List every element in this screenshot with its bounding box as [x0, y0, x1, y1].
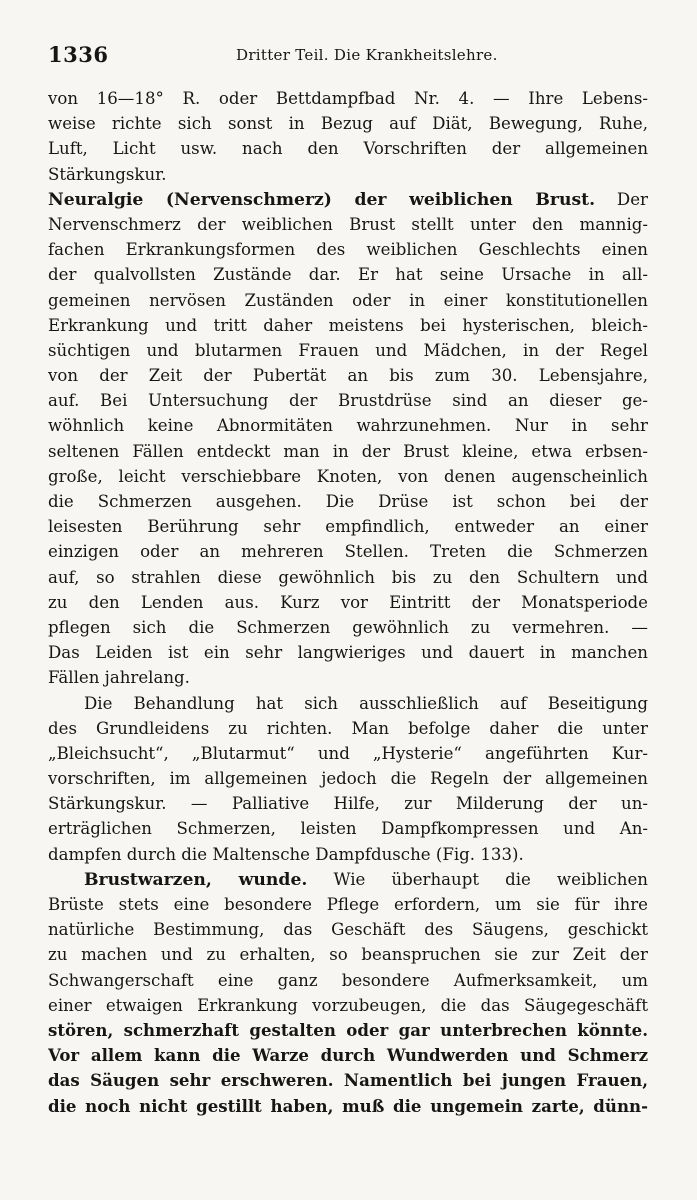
line-text: das Säugen sehr erschweren. Namentlich bei jungen Frauen, [48, 1070, 648, 1091]
line-text: große, leicht verschiebbare Knoten, von denen augenscheinlich [48, 466, 648, 486]
line-text: Luft, Licht usw. nach den Vorschriften der allgemeinen [48, 139, 648, 159]
line-text: wöhnlich keine Abnormitäten wahrzunehmen. Nur in sehr [48, 416, 648, 436]
line-text: Erkrankung und tritt daher meistens bei hysterischen, bleich- [48, 315, 648, 335]
section-heading: Neuralgie (Nervenschmerz) der weiblichen Brust. [48, 189, 596, 210]
line-text: einzigen oder an mehreren Stellen. Treten die Schmerzen [48, 542, 648, 562]
text-line [48, 842, 648, 867]
line-text: Stärkungskur. [48, 164, 167, 184]
line-text: gemeinen nervösen Zuständen oder in einer konstitutionellen [48, 290, 648, 310]
text-line [48, 590, 648, 615]
line-text: Der [595, 189, 648, 209]
text-line [48, 1043, 648, 1068]
line-text: weise richte sich sonst in Bezug auf Diät, Bewegung, Ruhe, [48, 114, 648, 134]
line-text: Vor allem kann die Warze durch Wundwerden und Schmerz [48, 1045, 648, 1066]
line-text: Das Leiden ist ein sehr langwieriges und dauert in manchen [48, 643, 648, 663]
text-line [48, 111, 648, 136]
text-line [48, 691, 648, 716]
text-line [48, 716, 648, 741]
text-line [48, 136, 648, 161]
line-text: süchtigen und blutarmen Frauen und Mädchen, in der Regel [48, 340, 648, 360]
running-title: Dritter Teil. Die Krankheitslehre. [236, 46, 498, 64]
text-line [48, 388, 648, 413]
line-text: von 16—18° R. oder Bettdampfbad Nr. 4. — Ihre Lebens- [48, 89, 648, 108]
text-line [48, 615, 648, 640]
text-line [48, 766, 648, 791]
text-line [48, 968, 648, 993]
text-line [48, 993, 648, 1018]
line-text: der qualvollsten Zustände dar. Er hat seine Ursache in all- [48, 265, 648, 285]
line-text: fachen Erkrankungsformen des weiblichen Geschlechts einen [48, 240, 648, 260]
text-line [48, 867, 648, 892]
line-text: pflegen sich die Schmerzen gewöhnlich zu vermehren. — [48, 617, 648, 637]
text-line [48, 162, 648, 187]
line-text: erträglichen Schmerzen, leisten Dampfkompressen und An- [48, 819, 648, 839]
text-line [48, 640, 648, 665]
line-text: die noch nicht gestillt haben, muß die ungemein zarte, dünn- [48, 1095, 648, 1116]
text-line [48, 565, 648, 590]
line-text: „Bleichsucht“, „Blutarmut“ und „Hysterie“ angeführten Kur- [48, 743, 648, 763]
line-text: Die Behandlung hat sich ausschließlich auf Beseitigung [84, 693, 648, 713]
line-text: auf. Bei Untersuchung der Brustdrüse sind an dieser ge- [48, 391, 648, 411]
line-text: des Grundleidens zu richten. Man befolge daher die unter [48, 718, 648, 738]
line-text: vorschriften, im allgemeinen jedoch die Regeln der allgemeinen [48, 769, 648, 789]
text-line [48, 489, 648, 514]
text-line [48, 212, 648, 237]
text-line [48, 514, 648, 539]
line-text: Nervenschmerz der weiblichen Brust stellt unter den mannig- [48, 214, 648, 234]
line-text: zu machen und zu erhalten, so beanspruchen sie zur Zeit der [48, 945, 648, 965]
line-text: von der Zeit der Pubertät an bis zum 30. Lebensjahre, [48, 366, 648, 386]
text-line [48, 363, 648, 388]
line-text: Wie überhaupt die weiblichen [307, 869, 648, 889]
page-number: 1336 [48, 42, 109, 67]
text-line [48, 288, 648, 313]
text-line [48, 237, 648, 262]
line-text: leisesten Berührung sehr empfindlich, entweder an einer [48, 517, 648, 537]
text-line [48, 86, 648, 111]
line-text: Brüste stets eine besondere Pflege erfordern, um sie für ihre [48, 895, 648, 914]
text-line [48, 464, 648, 489]
text-line [48, 1018, 648, 1043]
text-line [48, 439, 648, 464]
text-line [48, 791, 648, 816]
text-line [48, 816, 648, 841]
text-line [48, 942, 648, 967]
line-text: stören, schmerzhaft gestalten oder gar unterbrechen könnte. [48, 1019, 648, 1040]
body-text [48, 86, 648, 1119]
text-line [48, 413, 648, 438]
line-text: Fällen jahrelang. [48, 668, 190, 688]
text-line [48, 338, 648, 363]
page-header [36, 42, 648, 72]
text-line [48, 741, 648, 766]
text-line [48, 262, 648, 287]
line-text: dampfen durch die Maltensche Dampfdusche (Fig. 133). [48, 844, 524, 864]
line-text: zu den Lenden aus. Kurz vor Eintritt der Monatsperiode [48, 592, 648, 612]
text-line [48, 1068, 648, 1093]
line-text: natürliche Bestimmung, das Geschäft des Säugens, geschickt [48, 920, 648, 940]
text-line [48, 313, 648, 338]
section-heading: Brustwarzen, wunde. [84, 869, 308, 890]
text-line [48, 187, 648, 212]
text-line [48, 892, 648, 917]
line-text: einer etwaigen Erkrankung vorzubeugen, die das Säugegeschäft [48, 995, 648, 1015]
text-line [48, 539, 648, 564]
line-text: auf, so strahlen diese gewöhnlich bis zu den Schultern und [48, 567, 648, 587]
line-text: seltenen Fällen entdeckt man in der Brust kleine, etwa erbsen- [48, 441, 648, 461]
line-text: die Schmerzen ausgehen. Die Drüse ist schon bei der [48, 492, 648, 511]
line-text: Schwangerschaft eine ganz besondere Aufmerksamkeit, um [48, 970, 648, 990]
text-line [48, 917, 648, 942]
text-line [48, 665, 648, 690]
line-text: Stärkungskur. — Palliative Hilfe, zur Milderung der un- [48, 794, 648, 814]
text-line [48, 1094, 648, 1119]
